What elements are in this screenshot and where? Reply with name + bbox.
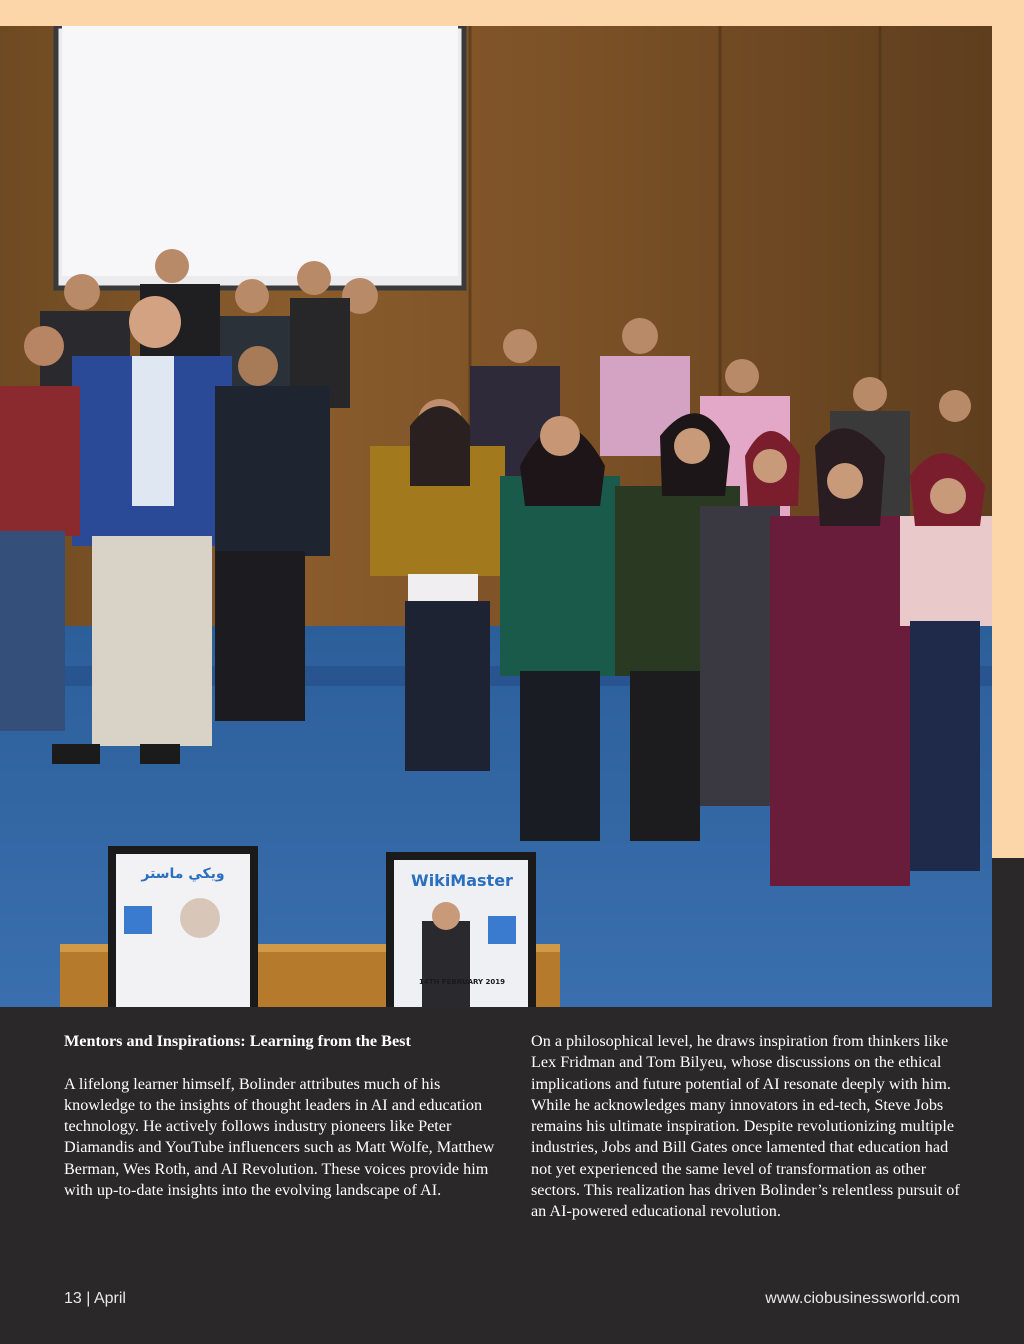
left-paragraph: A lifelong learner himself, Bolinder attributes much of his knowledge to the insights of thought leaders in AI and education technology. He actively follows industry pioneers like Peter Diamandis and YouTube influencers such as Matt Wolfe, Matthew Berman, Wes Roth, and AI Revolution. These voices provide him with up-to-date insights into the evolving landscape of AI. <box>64 1074 495 1200</box>
section-heading: Mentors and Inspirations: Learning from the Best <box>64 1032 411 1050</box>
website-link[interactable]: www.ciobusinessworld.com <box>765 1290 960 1307</box>
left-column <box>64 1031 496 1201</box>
right-column <box>531 1031 967 1223</box>
group-photo <box>0 26 992 1007</box>
poster-right-title: WikiMaster <box>411 871 513 890</box>
poster-right-date: 14TH FEBRUARY 2019 <box>419 978 505 986</box>
page-number: 13 | April <box>64 1290 126 1307</box>
poster-left-arabic-title: ويكي ماستر <box>141 866 225 882</box>
right-paragraph: On a philosophical level, he draws inspiration from thinkers like Lex Fridman and Tom Bilyeu, whose discussions on the ethical implications and future potential of AI resonate deeply with him. While he acknowledges many innovators in ed-tech, Steve Jobs remains his ultimate inspiration. Despite revolutionizing multiple industries, Jobs and Bill Gates once lamented that education had not yet experienced the same level of transformation as other sectors. This realization has driven Bolinder’s relentless pursuit of an AI-powered educational revolution. <box>531 1032 960 1221</box>
right-accent-band <box>992 0 1024 858</box>
top-accent-band <box>0 0 1024 26</box>
